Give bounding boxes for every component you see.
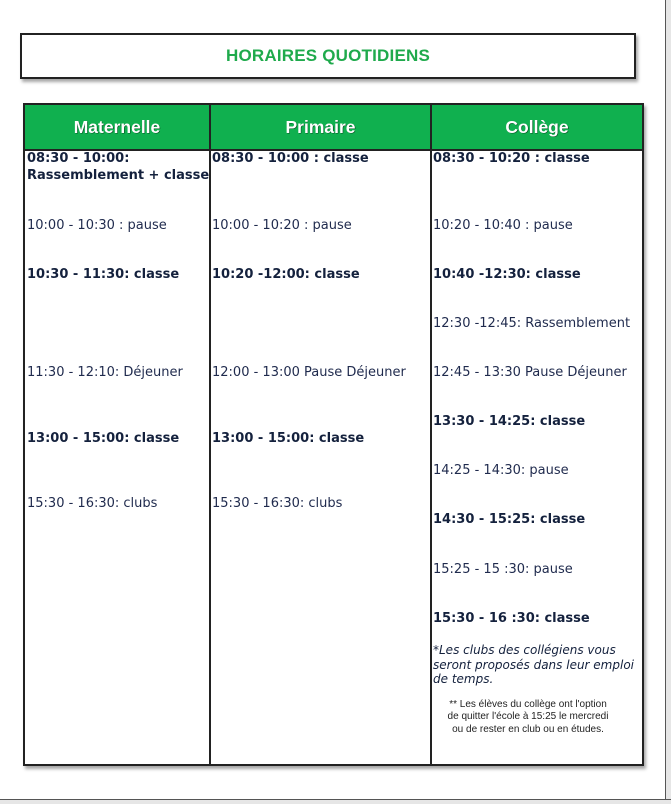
college-entry: 08:30 - 10:20 : classe — [433, 151, 590, 166]
college-entry: 13:30 - 14:25: classe — [433, 414, 586, 429]
maternelle-entry: 13:00 - 15:00: classe — [27, 431, 180, 446]
primaire-entry: 15:30 - 16:30: clubs — [212, 496, 343, 511]
college-entry: 15:25 - 15 :30: pause — [433, 562, 573, 577]
page-edge-bottom — [0, 799, 671, 804]
header-maternelle: Maternelle — [73, 116, 161, 137]
maternelle-entry: 10:00 - 10:30 : pause — [27, 218, 167, 233]
column-divider — [209, 105, 211, 764]
primaire-entry: 10:20 -12:00: classe — [212, 267, 360, 282]
primaire-entry: 12:00 - 13:00 Pause Déjeuner — [212, 365, 406, 380]
title-box — [20, 33, 636, 79]
college-entry: 12:30 -12:45: Rassemblement — [433, 316, 631, 331]
primaire-entry: 13:00 - 15:00: classe — [212, 431, 365, 446]
college-entry: 14:30 - 15:25: classe — [433, 512, 586, 527]
college-clubs-note: *Les clubs des collégiens vous seront proposés dans leur emploi de temps. — [433, 643, 634, 686]
table-header-row — [25, 105, 642, 151]
maternelle-entry: Rassemblement + classe — [27, 168, 210, 183]
college-entry: 12:45 - 13:30 Pause Déjeuner — [433, 365, 627, 380]
page-title: HORAIRES QUOTIDIENS — [225, 46, 431, 65]
college-departure-note: ** Les élèves du collège ont l'option de quitter l'école à 15:25 le mercredi ou de rester en club ou en études. — [447, 699, 609, 735]
page-edge-right — [665, 0, 671, 803]
header-college: Collège — [505, 116, 569, 137]
college-entry: 10:40 -12:30: classe — [433, 267, 581, 282]
maternelle-entry: 10:30 - 11:30: classe — [27, 267, 180, 282]
schedule-table — [23, 103, 644, 766]
college-entry: 15:30 - 16 :30: classe — [433, 611, 590, 626]
primaire-entry: 08:30 - 10:00 : classe — [212, 151, 369, 166]
header-primaire: Primaire — [285, 116, 356, 137]
column-divider — [430, 105, 432, 764]
primaire-entry: 10:00 - 10:20 : pause — [212, 218, 352, 233]
maternelle-entry: 11:30 - 12:10: Déjeuner — [27, 365, 183, 380]
maternelle-entry: 08:30 - 10:00: — [27, 151, 130, 166]
college-entry: 10:20 - 10:40 : pause — [433, 218, 573, 233]
college-entry: 14:25 - 14:30: pause — [433, 463, 569, 478]
maternelle-entry: 15:30 - 16:30: clubs — [27, 496, 158, 511]
